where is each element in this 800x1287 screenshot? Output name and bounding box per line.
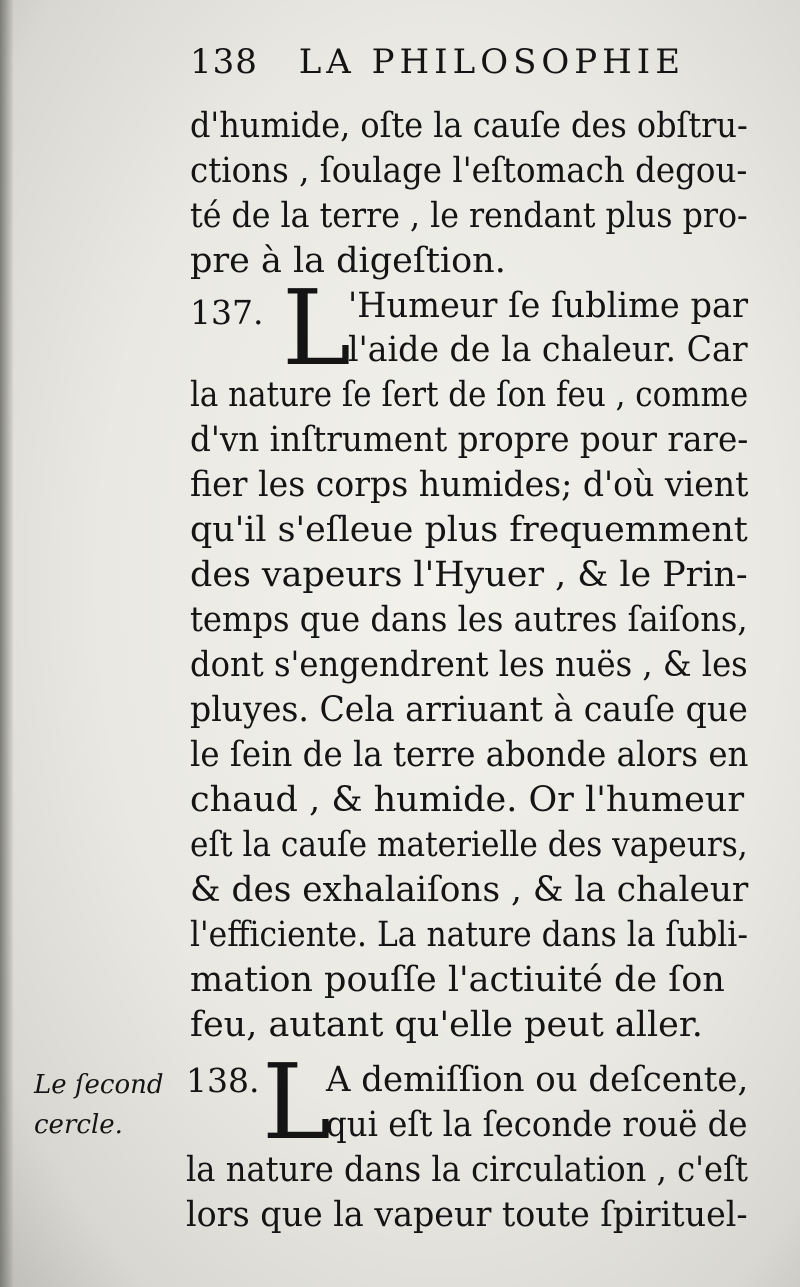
text-line: eſt la cauſe materielle des vapeurs, [190,825,748,865]
text-line: des vapeurs l'Hyuer , & le Prin- [190,555,748,595]
text-line: temps que dans les autres ſaiſons, [190,600,748,640]
text-line: la nature ſe ſert de ſon feu , comme [190,375,749,415]
text-line: l'aide de la chaleur. Car [348,330,748,370]
text-line: ctions , ſoulage l'eſtomach degou- [190,151,748,191]
text-line: l'efficiente. La nature dans la ſubli- [190,915,748,955]
running-header [190,42,750,98]
page-gutter-shadow [0,0,14,1287]
running-title: LA PHILOSOPHIE [298,42,686,82]
text-line: lors que la vapeur toute ſpirituel- [186,1195,748,1235]
text-line: d'vn inſtrument propre pour rare- [190,420,749,460]
drop-capital: L [262,1041,332,1163]
text-line: pre à la digeſtion. [190,241,506,281]
text-line: A demiſſion ou deſcente, [326,1060,749,1100]
text-line: mation pouſſe l'actiuité de ſon [190,960,725,1000]
text-line: pluyes. Cela arriuant à cauſe que [190,690,748,730]
page-number: 138 [190,42,258,82]
text-line: 'Humeur ſe ſublime par [348,286,749,326]
text-line: té de la terre , le rendant plus pro- [190,196,748,236]
text-line: chaud , & humide. Or l'humeur [190,780,745,820]
text-line: dont s'engendrent les nuës , & les [190,645,748,685]
text-line: qu'il s'eſleue plus frequemment [190,510,748,550]
text-line: fier les corps humides; d'où vient [190,465,749,505]
margin-note: Le ſecond [34,1070,164,1100]
text-line: feu, autant qu'elle peut aller. [190,1005,703,1045]
text-line: qui eſt la ſeconde rouë de [326,1105,748,1145]
text-line: & des exhalaiſons , & la chaleur [190,870,749,910]
section-number: 138. [186,1061,260,1100]
text-line: d'humide, oſte la cauſe des obſtru- [190,106,748,146]
margin-note: cercle. [34,1110,123,1140]
text-line: la nature dans la circulation , c'eſt [186,1150,748,1190]
section-number: 137. [190,293,264,332]
text-line: le ſein de la terre abonde alors en [190,735,749,775]
drop-capital: L [282,267,352,389]
